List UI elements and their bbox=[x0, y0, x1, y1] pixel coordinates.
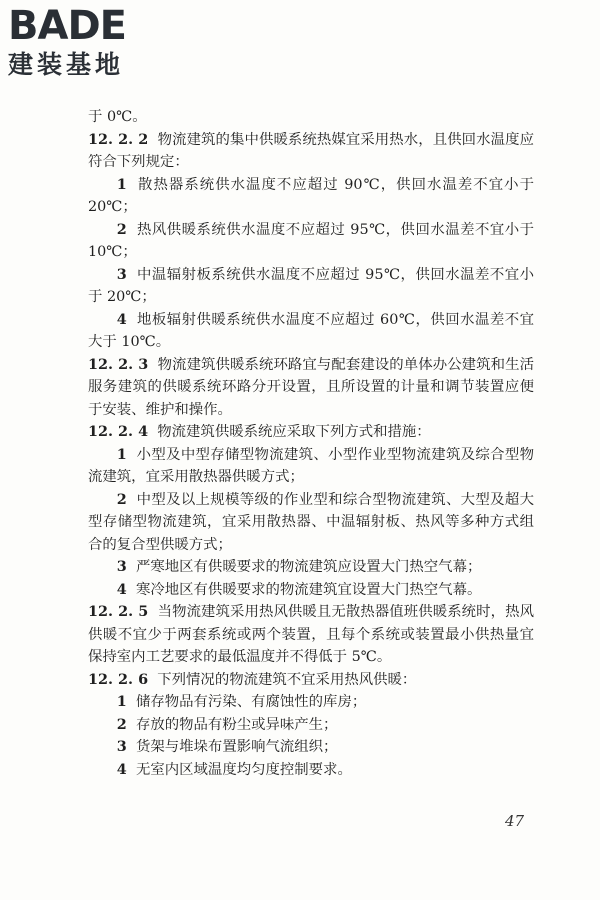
list-item: 4 无室内区域温度均匀度控制要求。 bbox=[116, 760, 352, 778]
logo-subtitle: 建装基地 bbox=[8, 50, 125, 79]
clause-text: 当物流建筑采用热风供暖且无散热器值班供暖系统时，热风供暖不宜少于两套系统或两个装置，且每个系统或装置最小供热量宜保持室内工艺要求的最低温度并不得低于 5℃。 bbox=[88, 604, 534, 665]
list-item: 3 中温辐射板系统供水温度不应超过 95℃，供回水温差不宜小于 20℃； bbox=[88, 265, 534, 305]
clause-12-2-5 bbox=[88, 601, 534, 669]
list-item: 1 散热器系统供水温度不应超过 90℃，供回水温差不宜小于 20℃； bbox=[88, 175, 534, 215]
clause-number: 12. 2. 6 bbox=[88, 670, 149, 688]
document-body bbox=[88, 106, 534, 781]
paragraph-continuation: 于 0℃。 bbox=[88, 109, 147, 125]
list-item: 2 存放的物品有粉尘或异味产生； bbox=[116, 715, 338, 733]
logo-text: BADE bbox=[8, 3, 126, 49]
clause-text: 物流建筑供暖系统应采取下列方式和措施： bbox=[157, 424, 431, 440]
list-item: 4 寒冷地区有供暖要求的物流建筑宜设置大门热空气幕。 bbox=[116, 580, 482, 598]
clause-number: 12. 2. 4 bbox=[88, 423, 149, 440]
list-item: 3 货架与堆垛布置影响气流组织； bbox=[116, 738, 338, 755]
list-item: 1 小型及中型存储型物流建筑、小型作业型物流建筑及综合型物流建筑，宜采用散热器供暖方式； bbox=[88, 445, 534, 485]
page-number: 47 bbox=[505, 812, 525, 830]
clause-12-2-3 bbox=[88, 354, 534, 422]
clause-number: 12. 2. 2 bbox=[88, 130, 149, 148]
clause-12-2-6 bbox=[88, 669, 534, 692]
clause-text: 物流建筑供暖系统环路宜与配套建设的单体办公建筑和生活服务建筑的供暖系统环路分开设置，且所设置的计量和调节装置应便于安装、维护和操作。 bbox=[88, 356, 534, 418]
list-item: 4 地板辐射供暖系统供水温度不应超过 60℃，供回水温差不宜大于 10℃。 bbox=[88, 310, 534, 350]
list-item: 1 储存物品有污染、有腐蚀性的库房； bbox=[116, 693, 367, 710]
clause-number: 12. 2. 3 bbox=[88, 355, 149, 373]
list-item: 3 严寒地区有供暖要求的物流建筑应设置大门热空气幕； bbox=[116, 558, 482, 575]
list-item: 2 热风供暖系统供水温度不应超过 95℃，供回水温差不宜小于 10℃； bbox=[88, 220, 534, 260]
list-item: 2 中型及以上规模等级的作业型和综合型物流建筑、大型及超大型存储型物流建筑，宜采用散热器、中温辐射板、热风等多种方式组合的复合型供暖方式； bbox=[88, 490, 534, 553]
clause-12-2-2 bbox=[88, 129, 534, 174]
clause-number: 12. 2. 5 bbox=[88, 603, 149, 620]
clause-12-2-4 bbox=[88, 421, 534, 444]
clause-text: 下列情况的物流建筑不宜采用热风供暖： bbox=[157, 671, 417, 688]
clause-text: 物流建筑的集中供暖系统热媒宜采用热水，且供回水温度应符合下列规定： bbox=[88, 131, 534, 170]
logo bbox=[8, 4, 178, 84]
